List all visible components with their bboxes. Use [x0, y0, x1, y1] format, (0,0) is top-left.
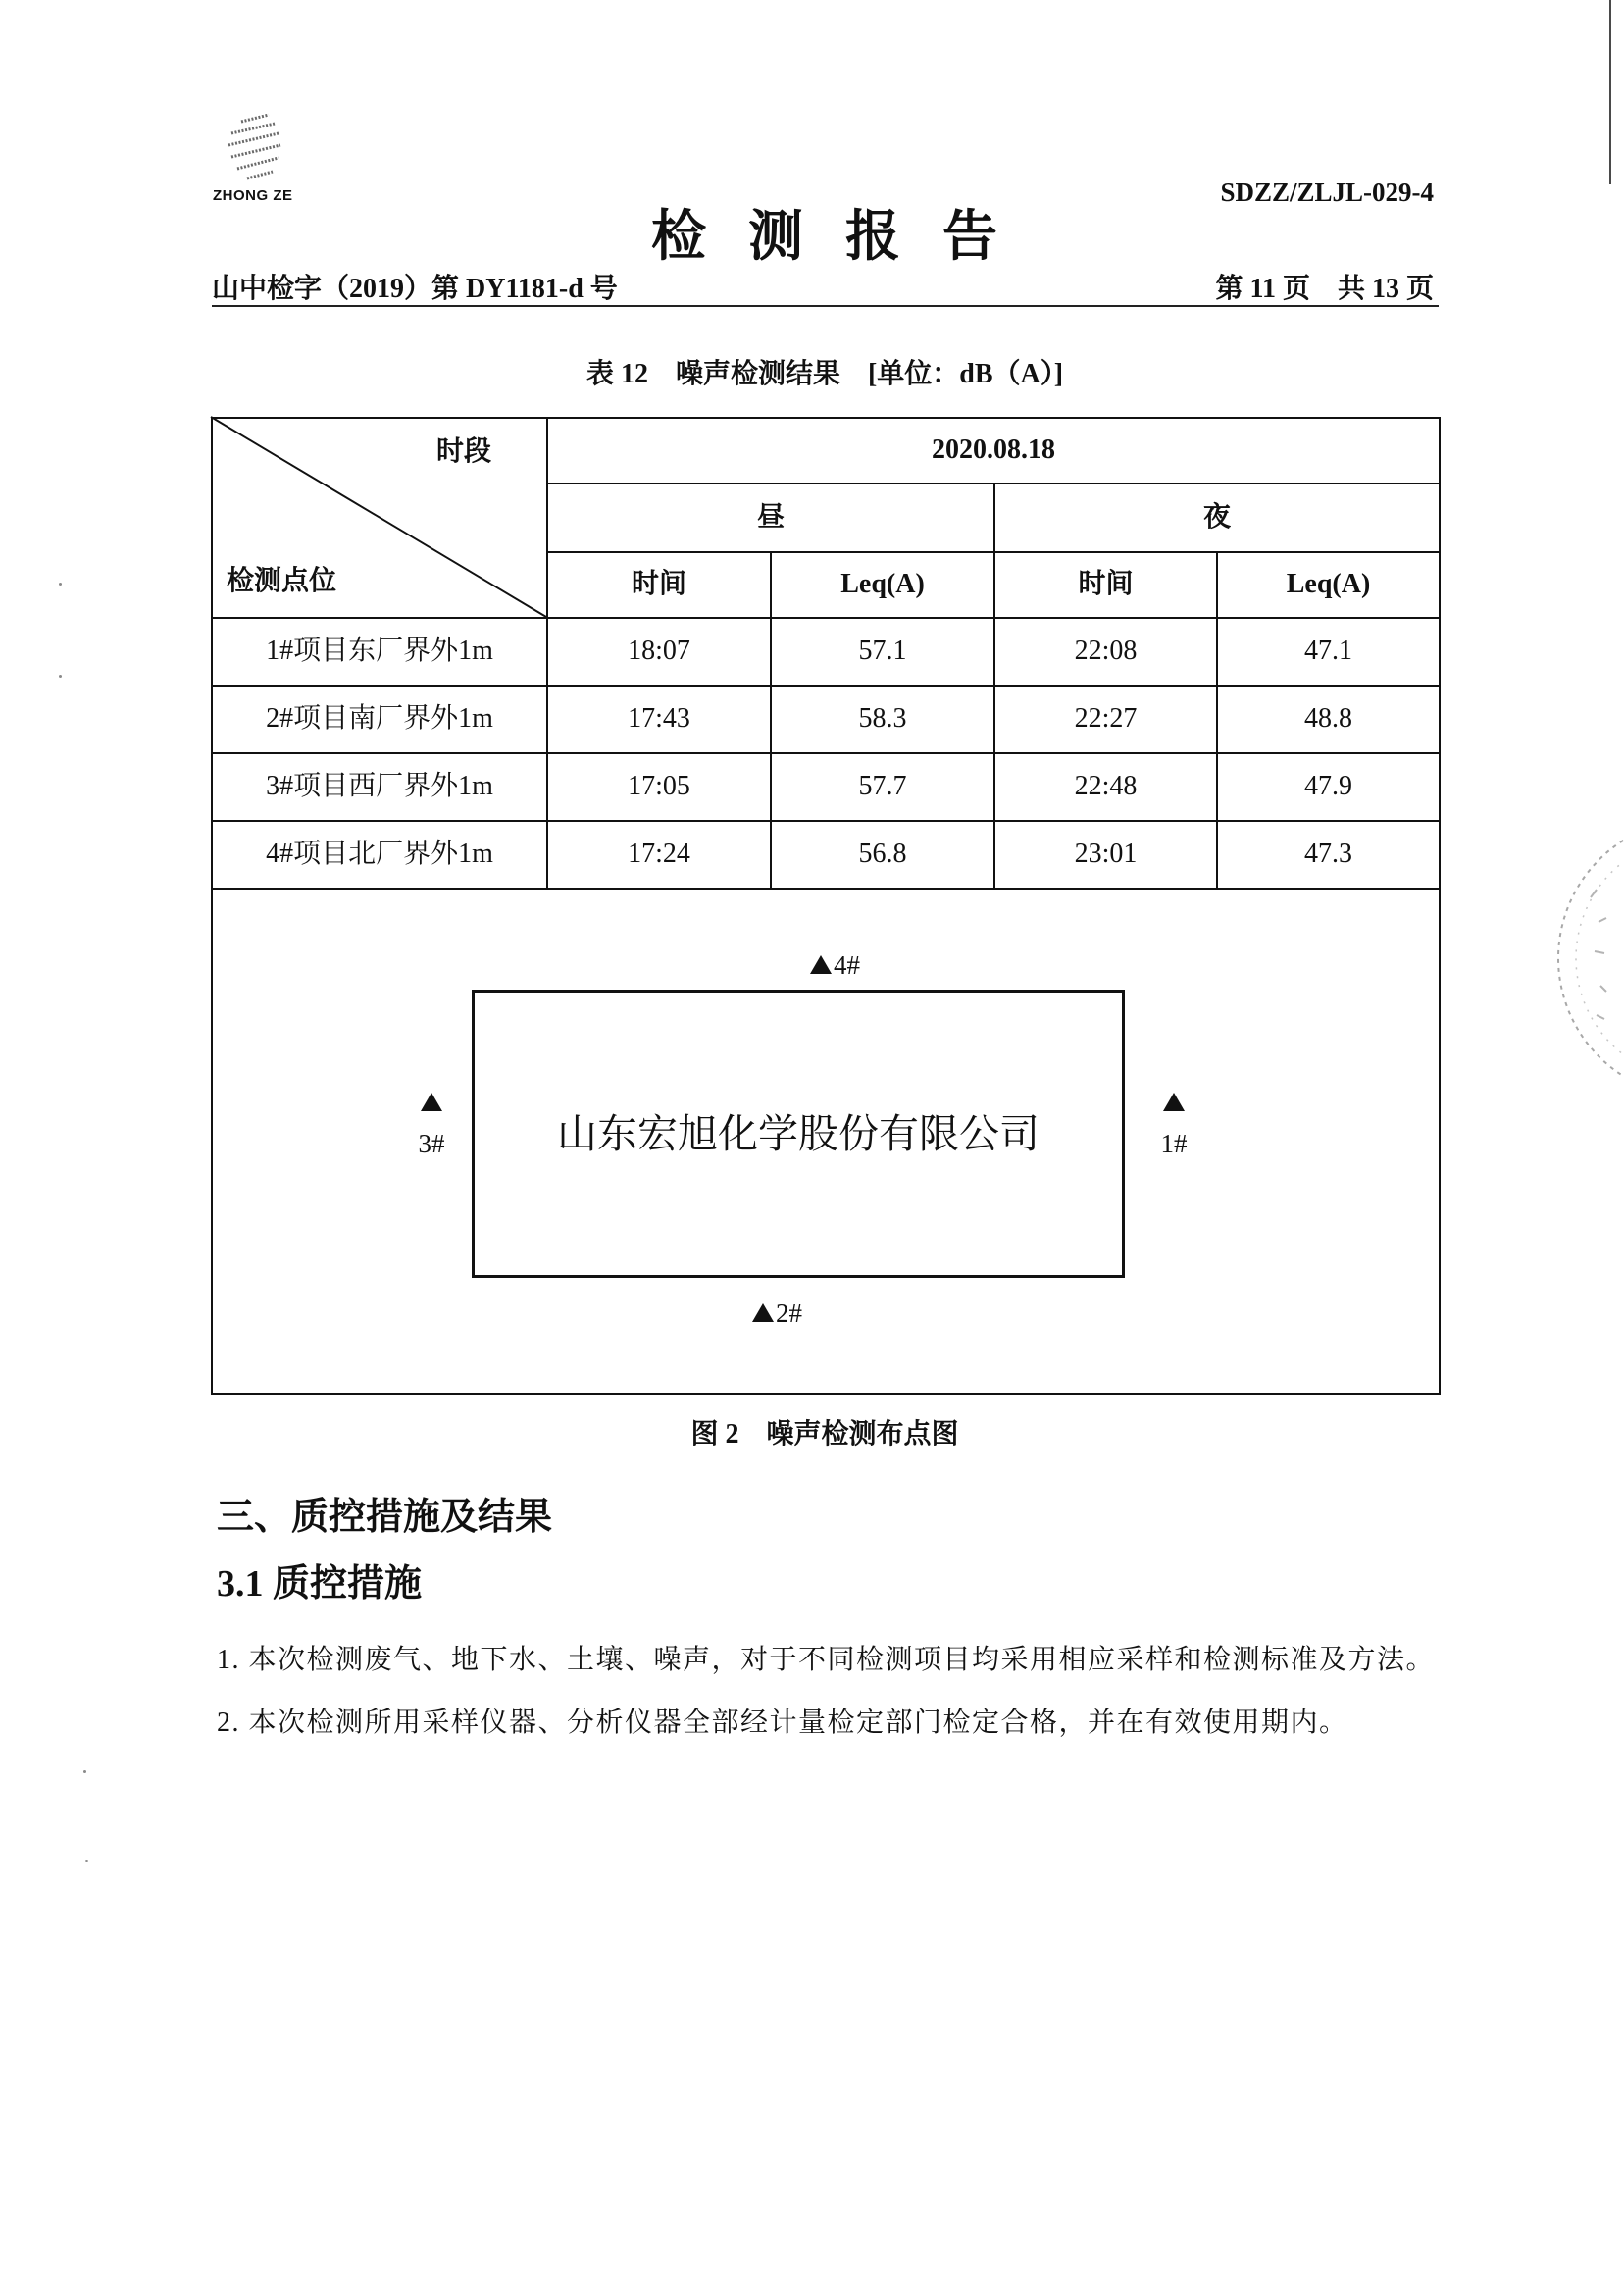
scan-speck	[59, 583, 62, 586]
marker-label: 2#	[776, 1299, 802, 1328]
company-name: 山东宏旭化学股份有限公司	[557, 1110, 1040, 1156]
table-row	[212, 618, 1440, 686]
table-row	[212, 821, 1440, 889]
scan-edge-line	[1609, 0, 1611, 184]
table-caption: 表 12 噪声检测结果 [单位：dB（A）]	[585, 359, 1064, 389]
document-code: SDZZ/ZLJL-029-4	[1220, 178, 1434, 207]
plant-boundary	[472, 990, 1125, 1278]
noise-results-table-container	[211, 417, 1439, 1395]
scan-speck	[83, 1770, 86, 1773]
day-leq-cell: 57.1	[771, 618, 994, 686]
day-leq-cell: 57.7	[771, 753, 994, 821]
night-time-cell: 22:27	[994, 686, 1217, 753]
night-leq-cell: 48.8	[1217, 686, 1440, 753]
triangle-marker-icon	[810, 955, 832, 974]
table-row	[212, 753, 1440, 821]
day-leq-cell: 56.8	[771, 821, 994, 889]
page-indicator: 第 11 页 共 13 页	[1215, 274, 1434, 304]
monitoring-point-header: 检测点位	[227, 566, 337, 596]
period-header: 时段	[436, 436, 492, 467]
marker-label: 1#	[1160, 1129, 1188, 1158]
night-time-cell: 22:48	[994, 753, 1217, 821]
subsection-heading: 3.1 质控措施	[217, 1563, 423, 1605]
triangle-marker-icon	[421, 1093, 442, 1111]
marker-point-4	[810, 952, 860, 979]
report-title: 检测报告	[651, 207, 1040, 268]
day-leq-cell: 58.3	[771, 686, 994, 753]
seal-stamp-partial	[1530, 804, 1624, 1118]
monitoring-point-layout-diagram	[213, 890, 1437, 1391]
daytime-header: 昼	[547, 484, 994, 552]
night-leq-column-header: Leq(A)	[1217, 552, 1440, 618]
scan-speck	[59, 675, 62, 678]
night-leq-cell: 47.3	[1217, 821, 1440, 889]
layout-diagram-cell	[212, 889, 1440, 1394]
day-time-column-header: 时间	[547, 552, 771, 618]
figure-caption: 图 2 噪声检测布点图	[690, 1419, 959, 1450]
marker-point-1	[1151, 1093, 1196, 1157]
night-time-column-header: 时间	[994, 552, 1217, 618]
header-corner-cell	[212, 418, 547, 618]
marker-point-3	[409, 1093, 454, 1157]
day-leq-column-header: Leq(A)	[771, 552, 994, 618]
logo-text: ZHONG ZE	[213, 187, 293, 204]
qc-item: 1. 本次检测废气、地下水、土壤、噪声，对于不同检测项目均采用相应采样和检测标准及方法。	[217, 1645, 1436, 1675]
monitoring-point-cell: 2#项目南厂界外1m	[212, 686, 547, 753]
triangle-marker-icon	[752, 1303, 774, 1322]
date-header: 2020.08.18	[547, 418, 1440, 484]
day-time-cell: 18:07	[547, 618, 771, 686]
diagram-row	[212, 889, 1440, 1394]
header-divider	[212, 305, 1439, 307]
zhongze-logo-icon	[220, 112, 292, 186]
noise-results-table	[211, 417, 1441, 1395]
night-leq-cell: 47.1	[1217, 618, 1440, 686]
table-header-row	[212, 418, 1440, 484]
night-time-cell: 23:01	[994, 821, 1217, 889]
night-time-cell: 22:08	[994, 618, 1217, 686]
marker-label: 4#	[834, 950, 860, 980]
nighttime-header: 夜	[994, 484, 1440, 552]
day-time-cell: 17:24	[547, 821, 771, 889]
triangle-marker-icon	[1163, 1093, 1185, 1111]
report-number: 山中检字（2019）第 DY1181-d 号	[212, 274, 618, 304]
qc-item: 2. 本次检测所用采样仪器、分析仪器全部经计量检定部门检定合格，并在有效使用期内。	[217, 1708, 1348, 1738]
day-time-cell: 17:43	[547, 686, 771, 753]
marker-label: 3#	[418, 1129, 445, 1158]
monitoring-point-cell: 4#项目北厂界外1m	[212, 821, 547, 889]
monitoring-point-cell: 1#项目东厂界外1m	[212, 618, 547, 686]
marker-point-2	[752, 1300, 802, 1327]
scan-speck	[85, 1860, 88, 1862]
night-leq-cell: 47.9	[1217, 753, 1440, 821]
day-time-cell: 17:05	[547, 753, 771, 821]
monitoring-point-cell: 3#项目西厂界外1m	[212, 753, 547, 821]
section-heading: 三、质控措施及结果	[217, 1497, 553, 1538]
table-row	[212, 686, 1440, 753]
